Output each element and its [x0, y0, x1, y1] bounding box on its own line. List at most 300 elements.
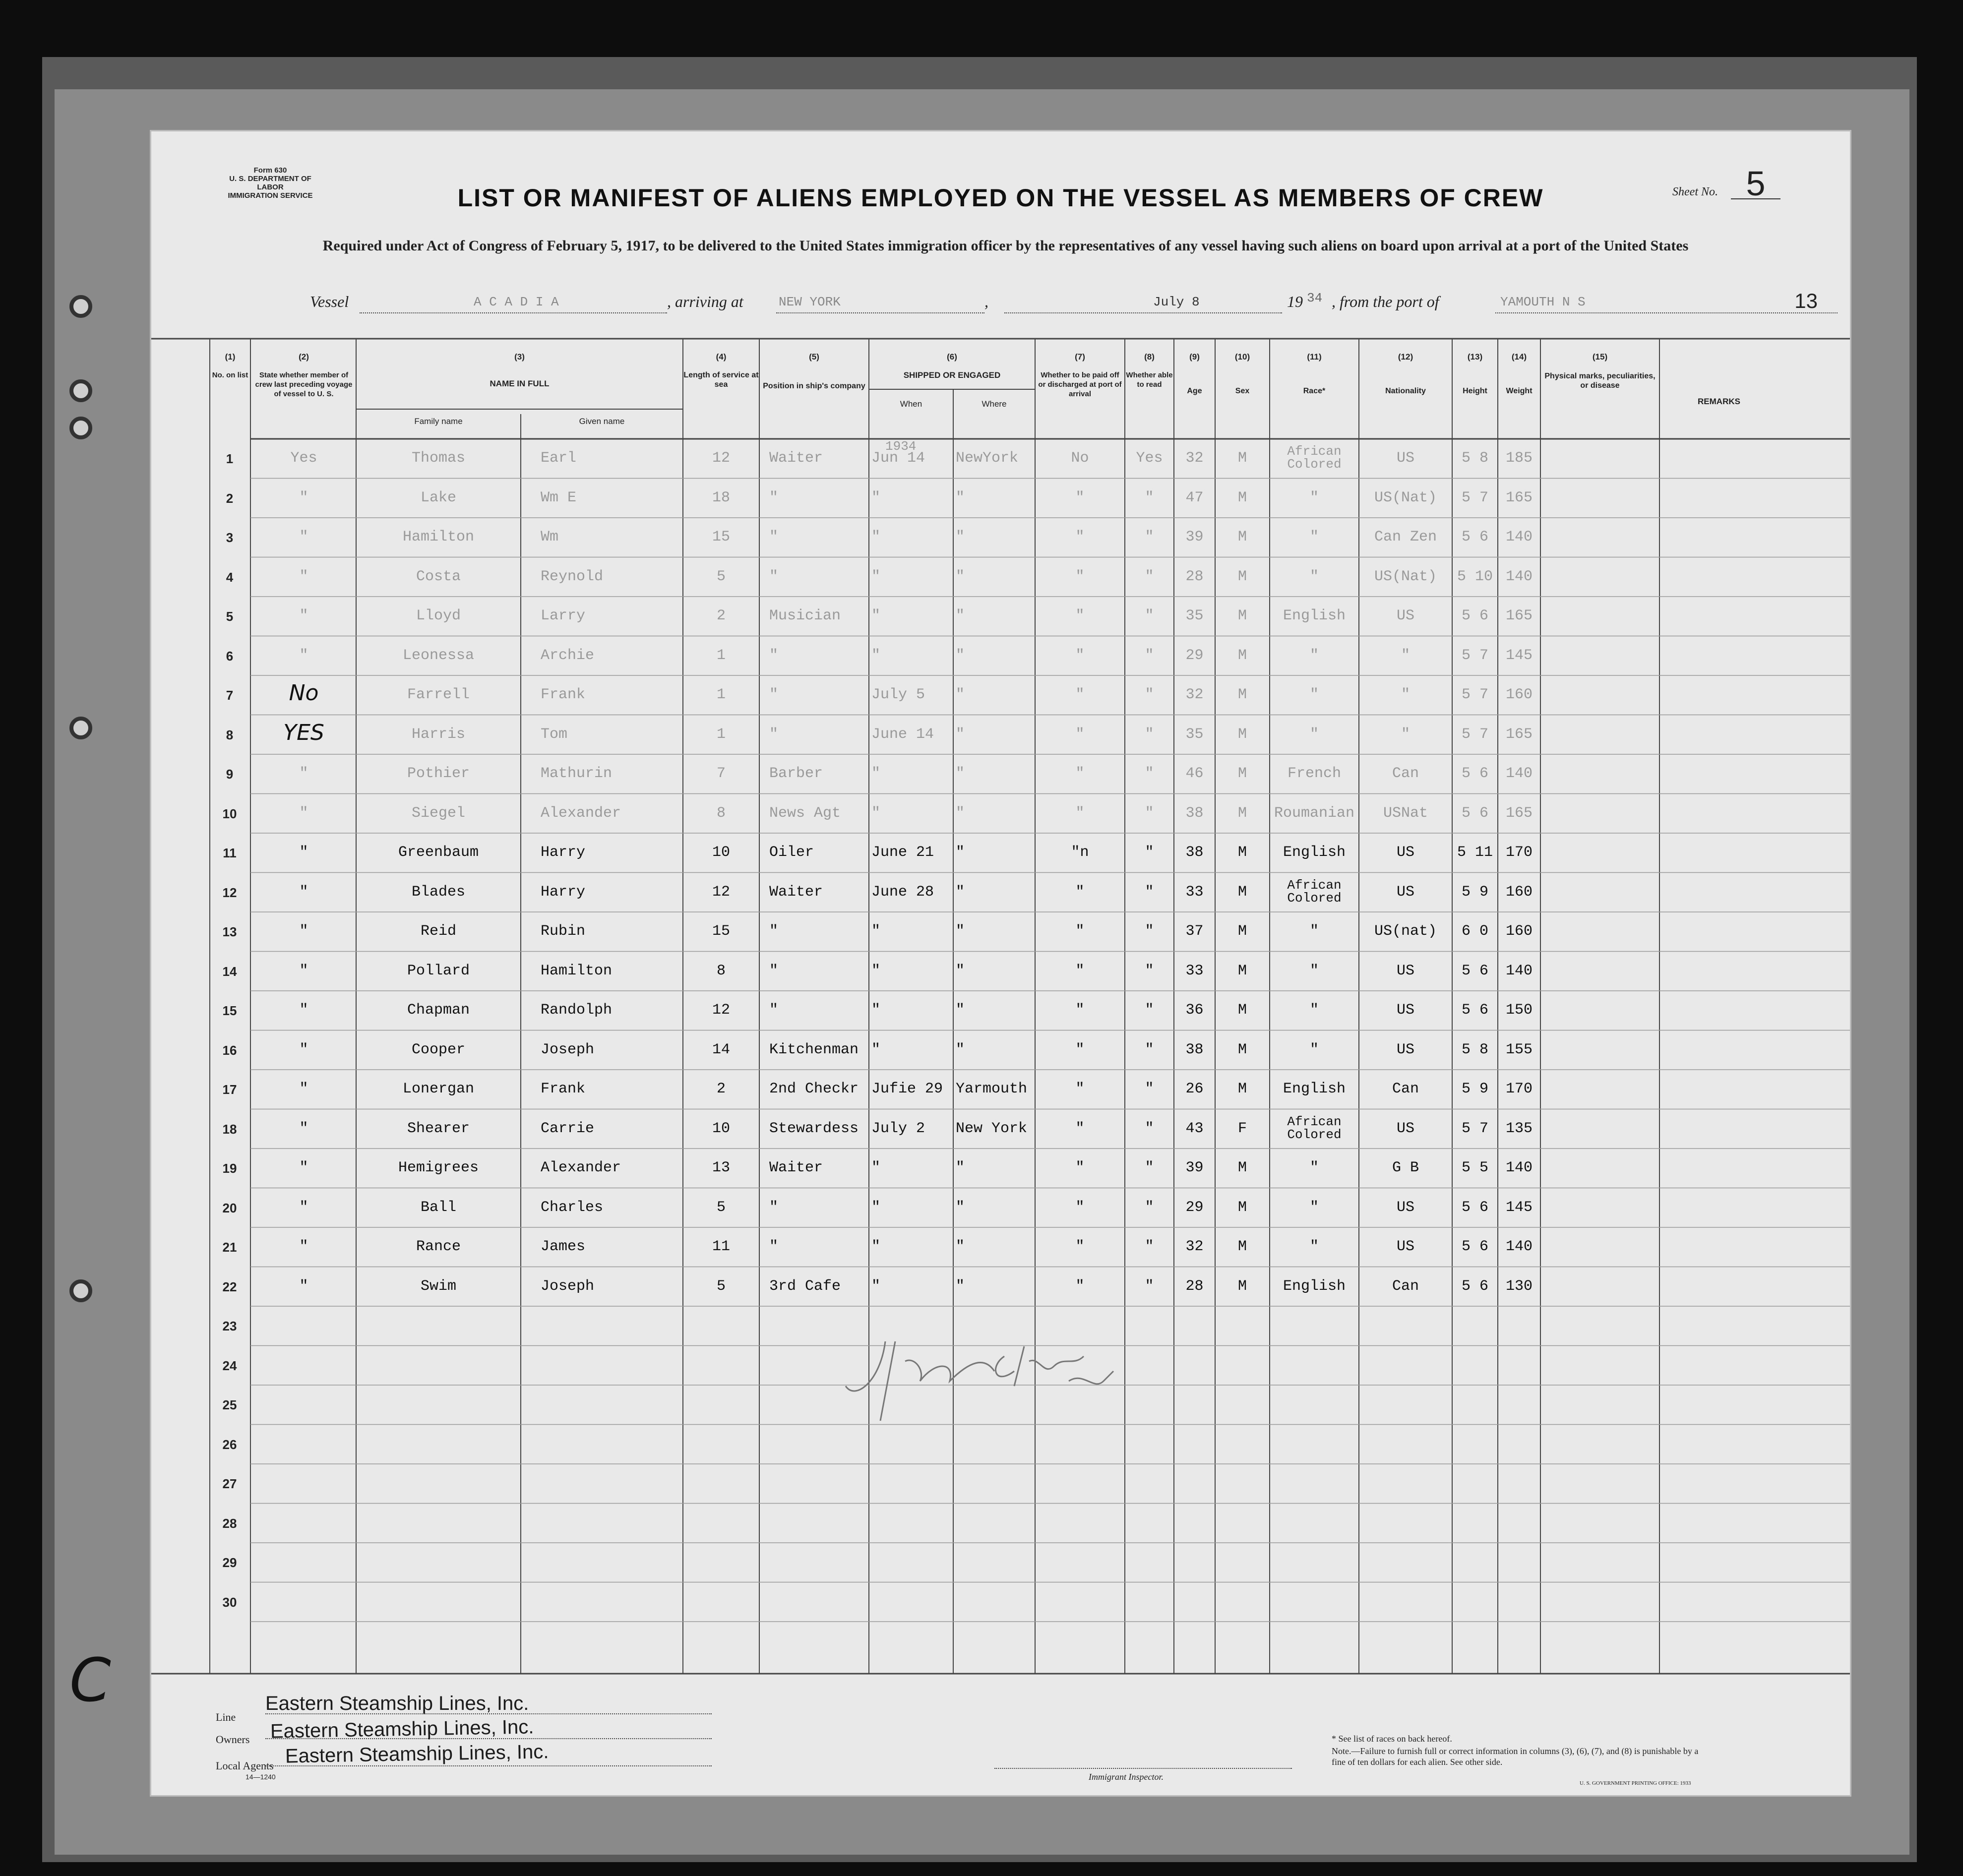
crew-table-body — [151, 131, 1850, 1795]
col12-number: (12) — [1398, 352, 1413, 362]
cell-given: Harry — [541, 883, 586, 901]
col11-title: Race* — [1303, 387, 1326, 395]
cell-where: " — [956, 1238, 965, 1255]
col6-number: (6) — [947, 352, 957, 362]
cell-when: " — [871, 1159, 881, 1176]
cell-age: 29 — [1185, 1199, 1204, 1216]
agents-label: Local Agents — [216, 1759, 274, 1772]
cell-weight: 140 — [1505, 568, 1533, 585]
agents-underline — [265, 1765, 712, 1766]
page-number: 13 — [1794, 289, 1818, 312]
cell-voyage: " — [299, 962, 308, 979]
from-port: YAMOUTH N S — [1500, 295, 1586, 309]
col15-title: Physical marks, peculiarities, or disease — [1544, 372, 1656, 390]
cell-given: Frank — [541, 686, 586, 703]
cell-nationality: US(Nat) — [1374, 489, 1437, 506]
cell-when: " — [871, 1002, 881, 1019]
cell-paid: " — [1075, 1277, 1085, 1295]
cell-where: " — [956, 1199, 965, 1216]
col3-title: NAME IN FULL — [490, 379, 550, 388]
cell-age: 33 — [1185, 962, 1204, 979]
cell-nationality: US — [1396, 1120, 1414, 1137]
col11-number: (11) — [1307, 352, 1322, 362]
cell-voyage: " — [299, 1120, 308, 1137]
cell-read: " — [1145, 1159, 1154, 1176]
cell-paid: "n — [1071, 844, 1089, 861]
cell-sex: M — [1237, 923, 1247, 940]
cell-voyage: " — [299, 844, 308, 861]
cell-when: " — [871, 1041, 881, 1058]
cell-height: 5 6 — [1461, 765, 1488, 782]
cell-race: " — [1309, 1238, 1319, 1255]
cell-age: 32 — [1185, 1238, 1204, 1255]
cell-position: " — [769, 923, 779, 940]
row-number: 19 — [222, 1161, 237, 1176]
cell-race: African Colored — [1287, 877, 1342, 906]
cell-voyage: " — [299, 1002, 308, 1019]
cell-position: Waiter — [769, 1159, 823, 1176]
cell-where: " — [956, 923, 965, 940]
cell-service: 7 — [716, 765, 726, 782]
department: U. S. DEPARTMENT OF LABOR — [229, 175, 311, 191]
cell-voyage: " — [299, 607, 308, 624]
row-number: 1 — [226, 451, 234, 466]
cell-family: Pollard — [407, 962, 470, 979]
remarks-header: REMARKS — [1698, 397, 1740, 406]
cell-given: Randolph — [541, 1002, 613, 1019]
cell-read: " — [1145, 1238, 1154, 1255]
cell-weight: 170 — [1505, 1081, 1533, 1097]
cell-sex: M — [1237, 1159, 1247, 1176]
cell-weight: 165 — [1505, 607, 1533, 624]
cell-voyage: " — [299, 1199, 308, 1216]
cell-voyage: " — [299, 647, 308, 664]
form-number: Form 630 — [253, 166, 287, 175]
inspector-signature-line — [994, 1768, 1292, 1769]
cell-service: 15 — [712, 529, 730, 545]
row-number: 16 — [222, 1042, 237, 1058]
cell-where: " — [956, 844, 965, 861]
row-number: 13 — [222, 924, 237, 939]
cell-age: 38 — [1185, 844, 1204, 861]
cell-service: 15 — [712, 923, 730, 940]
cell-weight: 170 — [1505, 844, 1533, 861]
cell-race: African Colored — [1287, 1114, 1342, 1142]
cell-given: James — [541, 1238, 586, 1255]
cell-nationality: US — [1396, 1199, 1414, 1216]
cell-voyage: YES — [283, 720, 324, 745]
cell-nationality: " — [1401, 647, 1410, 664]
cell-sex: M — [1237, 647, 1247, 664]
cell-height: 5 9 — [1461, 1081, 1488, 1097]
cell-read: " — [1145, 489, 1154, 506]
cell-read: " — [1145, 1081, 1154, 1097]
cell-age: 28 — [1185, 1277, 1204, 1295]
cell-sex: M — [1237, 607, 1247, 624]
cell-weight: 150 — [1505, 1002, 1533, 1019]
row-number: 26 — [222, 1437, 237, 1452]
cell-where: " — [956, 765, 965, 782]
cell-when: June 21 — [871, 844, 934, 861]
cell-when: " — [871, 765, 881, 782]
col14-number: (14) — [1511, 352, 1527, 362]
cell-voyage: " — [299, 1238, 308, 1255]
cell-height: 5 6 — [1461, 1238, 1488, 1255]
cell-read: " — [1145, 1199, 1154, 1216]
col3-number: (3) — [514, 352, 525, 362]
cell-weight: 160 — [1505, 883, 1533, 901]
cell-family: Rance — [416, 1238, 461, 1255]
cell-nationality: US(Nat) — [1374, 568, 1437, 585]
cell-paid: " — [1075, 647, 1085, 664]
col2-number: (2) — [299, 352, 309, 362]
cell-family: Blades — [411, 883, 466, 901]
cell-paid: " — [1075, 726, 1085, 743]
cell-position: Barber — [769, 765, 823, 782]
cell-where: " — [956, 607, 965, 624]
cell-service: 8 — [716, 804, 726, 822]
cell-when: " — [871, 962, 881, 979]
cell-weight: 140 — [1505, 765, 1533, 782]
cell-paid: " — [1075, 804, 1085, 822]
vessel-name: A C A D I A — [474, 295, 559, 309]
cell-voyage: " — [299, 883, 308, 901]
cell-sex: M — [1237, 844, 1247, 861]
cell-position: 2nd Checkr — [769, 1081, 859, 1097]
cell-sex: M — [1237, 1002, 1247, 1019]
cell-position: " — [769, 962, 779, 979]
cell-voyage: " — [299, 568, 308, 585]
row-number: 10 — [222, 806, 237, 821]
cell-sex: M — [1237, 529, 1247, 545]
cell-given: Larry — [541, 607, 586, 624]
cell-family: Shearer — [407, 1120, 470, 1137]
cell-weight: 145 — [1505, 1199, 1533, 1216]
row-number: 27 — [222, 1476, 237, 1491]
cell-where: Yarmouth — [956, 1081, 1028, 1097]
cell-nationality: " — [1401, 726, 1410, 743]
cell-weight: 165 — [1505, 804, 1533, 822]
cell-age: 38 — [1185, 804, 1204, 822]
cell-position: " — [769, 1002, 779, 1019]
cell-weight: 165 — [1505, 489, 1533, 506]
cell-given: Hamilton — [541, 962, 613, 979]
cell-paid: No — [1071, 450, 1089, 467]
col5-title: Position in ship's company — [763, 382, 865, 390]
page-subtitle: Required under Act of Congress of February 5, 1917, to be delivered to the United States immigration officer by the representatives of any vessel having such aliens on board upon arrival at a port of the United States — [322, 238, 1689, 254]
cell-age: 32 — [1185, 686, 1204, 703]
cell-age: 26 — [1185, 1081, 1204, 1097]
row-number: 24 — [222, 1358, 237, 1373]
cell-service: 1 — [716, 647, 726, 664]
row-number: 3 — [226, 530, 234, 545]
cell-position: Stewardess — [769, 1120, 859, 1137]
cell-position: " — [769, 1199, 779, 1216]
cell-where: " — [956, 1159, 965, 1176]
cell-height: 5 7 — [1461, 686, 1488, 703]
cell-where: " — [956, 529, 965, 545]
cell-position: " — [769, 686, 779, 703]
cell-read: " — [1145, 765, 1154, 782]
cell-nationality: US — [1396, 607, 1414, 624]
cell-family: Hemigrees — [398, 1159, 479, 1176]
cell-position: Waiter — [769, 450, 823, 467]
cell-race: " — [1309, 1159, 1319, 1176]
cell-weight: 140 — [1505, 529, 1533, 545]
col13-number: (13) — [1467, 352, 1483, 362]
cell-service: 14 — [712, 1041, 730, 1058]
binder-hole — [69, 295, 92, 318]
cell-height: 5 6 — [1461, 1199, 1488, 1216]
row-number: 22 — [222, 1279, 237, 1294]
cell-nationality: Can Zen — [1374, 529, 1437, 545]
cell-position: Kitchenman — [769, 1041, 859, 1058]
cell-age: 47 — [1185, 489, 1204, 506]
col8-number: (8) — [1144, 352, 1155, 362]
margin-handwriting: C — [69, 1646, 111, 1715]
cell-position: Musician — [769, 607, 841, 624]
owners-underline — [265, 1738, 712, 1739]
cell-paid: " — [1075, 1199, 1085, 1216]
from-label: , from the port of — [1332, 293, 1439, 310]
cell-paid: " — [1075, 962, 1085, 979]
cell-sex: M — [1237, 686, 1247, 703]
cell-sex: M — [1237, 489, 1247, 506]
cell-nationality: US — [1396, 844, 1414, 861]
cell-race: " — [1309, 1199, 1319, 1216]
row-number: 15 — [222, 1003, 237, 1018]
cell-read: " — [1145, 1277, 1154, 1295]
cell-when: July 5 — [871, 686, 925, 703]
cell-family: Reid — [420, 923, 456, 940]
year-prefix: 19 — [1287, 293, 1303, 310]
cell-sex: M — [1237, 1081, 1247, 1097]
cell-weight: 155 — [1505, 1041, 1533, 1058]
cell-age: 32 — [1185, 450, 1204, 467]
cell-sex: M — [1237, 883, 1247, 901]
cell-when: " — [871, 489, 881, 506]
cell-where: New York — [956, 1120, 1028, 1137]
cell-age: 33 — [1185, 883, 1204, 901]
cell-paid: " — [1075, 1081, 1085, 1097]
row-number: 6 — [226, 648, 234, 664]
cell-given: Joseph — [541, 1041, 595, 1058]
cell-where: " — [956, 568, 965, 585]
cell-weight: 185 — [1505, 450, 1533, 467]
row-number: 5 — [226, 609, 234, 624]
col6-title: SHIPPED OR ENGAGED — [903, 370, 1001, 380]
line-label: Line — [216, 1711, 236, 1723]
cell-family: Farrell — [407, 686, 470, 703]
year-suffix: 34 — [1307, 291, 1323, 305]
row-number: 29 — [222, 1555, 237, 1570]
col12-title: Nationality — [1385, 387, 1426, 395]
cell-paid: " — [1075, 607, 1085, 624]
cell-family: Cooper — [411, 1041, 466, 1058]
cell-voyage: " — [299, 923, 308, 940]
cell-read: " — [1145, 1041, 1154, 1058]
cell-voyage: " — [299, 1041, 308, 1058]
cell-height: 5 8 — [1461, 450, 1488, 467]
cell-when: June 28 — [871, 883, 934, 901]
owners-label: Owners — [216, 1733, 250, 1746]
cell-weight: 140 — [1505, 1159, 1533, 1176]
vessel-label: Vessel — [310, 293, 349, 310]
cell-when: " — [871, 647, 881, 664]
row-number: 9 — [226, 767, 234, 782]
cell-when: " — [871, 1277, 881, 1295]
cell-nationality: US — [1396, 1238, 1414, 1255]
cell-age: 39 — [1185, 1159, 1204, 1176]
cell-voyage: " — [299, 489, 308, 506]
cell-race: " — [1309, 1041, 1319, 1058]
arrival-date: July 8 — [1153, 295, 1200, 309]
binder-hole — [69, 1279, 92, 1302]
col5-number: (5) — [809, 352, 819, 362]
cell-sex: F — [1237, 1120, 1247, 1137]
cell-sex: M — [1237, 1199, 1247, 1216]
cell-family: Lonergan — [402, 1081, 475, 1097]
cell-age: 28 — [1185, 568, 1204, 585]
row-number: 20 — [222, 1200, 237, 1215]
cell-sex: M — [1237, 962, 1247, 979]
cell-family: Ball — [420, 1199, 456, 1216]
row-number: 4 — [226, 569, 234, 585]
page-title: LIST OR MANIFEST OF ALIENS EMPLOYED ON THE VESSEL AS MEMBERS OF CREW — [457, 184, 1544, 212]
cell-service: 10 — [712, 1120, 730, 1137]
cell-paid: " — [1075, 1002, 1085, 1019]
row-number: 18 — [222, 1121, 237, 1137]
cell-where: " — [956, 1002, 965, 1019]
cell-service: 10 — [712, 844, 730, 861]
cell-race: " — [1309, 489, 1319, 506]
cell-nationality: US(nat) — [1374, 923, 1437, 940]
cell-when: " — [871, 607, 881, 624]
cell-when: " — [871, 568, 881, 585]
cell-when: " — [871, 923, 881, 940]
cell-race: English — [1283, 607, 1346, 624]
cell-service: 12 — [712, 450, 730, 467]
cell-paid: " — [1075, 568, 1085, 585]
cell-paid: " — [1075, 686, 1085, 703]
cell-race: African Colored — [1287, 444, 1342, 472]
binder-hole — [69, 717, 92, 739]
cell-height: 5 6 — [1461, 962, 1488, 979]
cell-paid: " — [1075, 1238, 1085, 1255]
cell-nationality: Can — [1392, 1081, 1419, 1097]
col4-title: Length of service at sea — [683, 371, 759, 389]
agents-stamp: Eastern Steamship Lines, Inc. — [285, 1741, 549, 1767]
cell-height: 5 5 — [1461, 1159, 1488, 1176]
cell-height: 5 7 — [1461, 647, 1488, 664]
cell-height: 6 0 — [1461, 923, 1488, 940]
cell-age: 38 — [1185, 1041, 1204, 1058]
cell-height: 5 6 — [1461, 1277, 1488, 1295]
row-number: 30 — [222, 1594, 237, 1610]
cell-height: 5 7 — [1461, 1120, 1488, 1137]
year-note: 1934 — [885, 439, 917, 454]
cell-race: " — [1309, 962, 1319, 979]
col15-number: (15) — [1592, 352, 1608, 362]
cell-height: 5 6 — [1461, 529, 1488, 545]
cell-nationality: US — [1396, 1002, 1414, 1019]
binder-hole — [69, 417, 92, 439]
cell-paid: " — [1075, 489, 1085, 506]
penalty-note: Note.—Failure to furnish full or correct information in columns (3), (6), (7), and (8) is punishable by a fine of ten dollars for each alien. See other side. — [1332, 1746, 1699, 1767]
cell-where: " — [956, 883, 965, 901]
when-header: When — [900, 399, 922, 409]
cell-sex: M — [1237, 765, 1247, 782]
cell-height: 5 6 — [1461, 1002, 1488, 1019]
col8-title: Whether able to read — [1126, 371, 1173, 389]
col10-title: Sex — [1235, 387, 1250, 395]
cell-position: " — [769, 647, 779, 664]
cell-service: 8 — [716, 962, 726, 979]
cell-given: Harry — [541, 844, 586, 861]
cell-when: " — [871, 1238, 881, 1255]
comma: , — [984, 293, 988, 310]
cell-paid: " — [1075, 1159, 1085, 1176]
cell-height: 5 7 — [1461, 726, 1488, 743]
row-number: 21 — [222, 1240, 237, 1255]
cell-service: 5 — [716, 1277, 726, 1295]
cell-race: " — [1309, 1002, 1319, 1019]
cell-weight: 135 — [1505, 1120, 1533, 1137]
cell-weight: 165 — [1505, 726, 1533, 743]
cell-read: " — [1145, 883, 1154, 901]
cell-given: Archie — [541, 647, 595, 664]
cell-given: Wm — [541, 529, 559, 545]
cell-race: English — [1283, 1081, 1346, 1097]
cell-service: 1 — [716, 686, 726, 703]
cell-read: " — [1145, 1120, 1154, 1137]
row-number: 11 — [223, 846, 237, 860]
cell-position: " — [769, 529, 779, 545]
cell-nationality: US — [1396, 962, 1414, 979]
cell-paid: " — [1075, 529, 1085, 545]
cell-read: " — [1145, 686, 1154, 703]
cell-sex: M — [1237, 568, 1247, 585]
cell-given: Alexander — [541, 804, 621, 822]
cell-when: June 14 — [871, 726, 934, 743]
printer-note: U. S. GOVERNMENT PRINTING OFFICE: 1933 — [1580, 1780, 1691, 1786]
cell-given: Tom — [541, 726, 568, 743]
cell-family: Hamilton — [402, 529, 475, 545]
cell-weight: 160 — [1505, 686, 1533, 703]
cell-race: " — [1309, 686, 1319, 703]
cell-when: July 2 — [871, 1120, 925, 1137]
cell-voyage: " — [299, 529, 308, 545]
col1-number: (1) — [225, 352, 236, 362]
cell-age: 43 — [1185, 1120, 1204, 1137]
cell-position: " — [769, 1238, 779, 1255]
cell-service: 2 — [716, 607, 726, 624]
cell-nationality: US — [1396, 450, 1414, 467]
family-name-header: Family name — [414, 417, 463, 426]
cell-family: Leonessa — [402, 647, 475, 664]
cell-family: Chapman — [407, 1002, 470, 1019]
cell-service: 12 — [712, 1002, 730, 1019]
cell-service: 18 — [712, 489, 730, 506]
cell-nationality: G B — [1392, 1159, 1419, 1176]
cell-position: Waiter — [769, 883, 823, 901]
row-number: 14 — [222, 964, 237, 979]
col2-title: State whether member of crew last preceding voyage of vessel to U. S. — [255, 371, 353, 398]
print-code: 14—1240 — [245, 1773, 276, 1781]
cell-voyage: " — [299, 765, 308, 782]
cell-weight: 145 — [1505, 647, 1533, 664]
cell-read: " — [1145, 804, 1154, 822]
